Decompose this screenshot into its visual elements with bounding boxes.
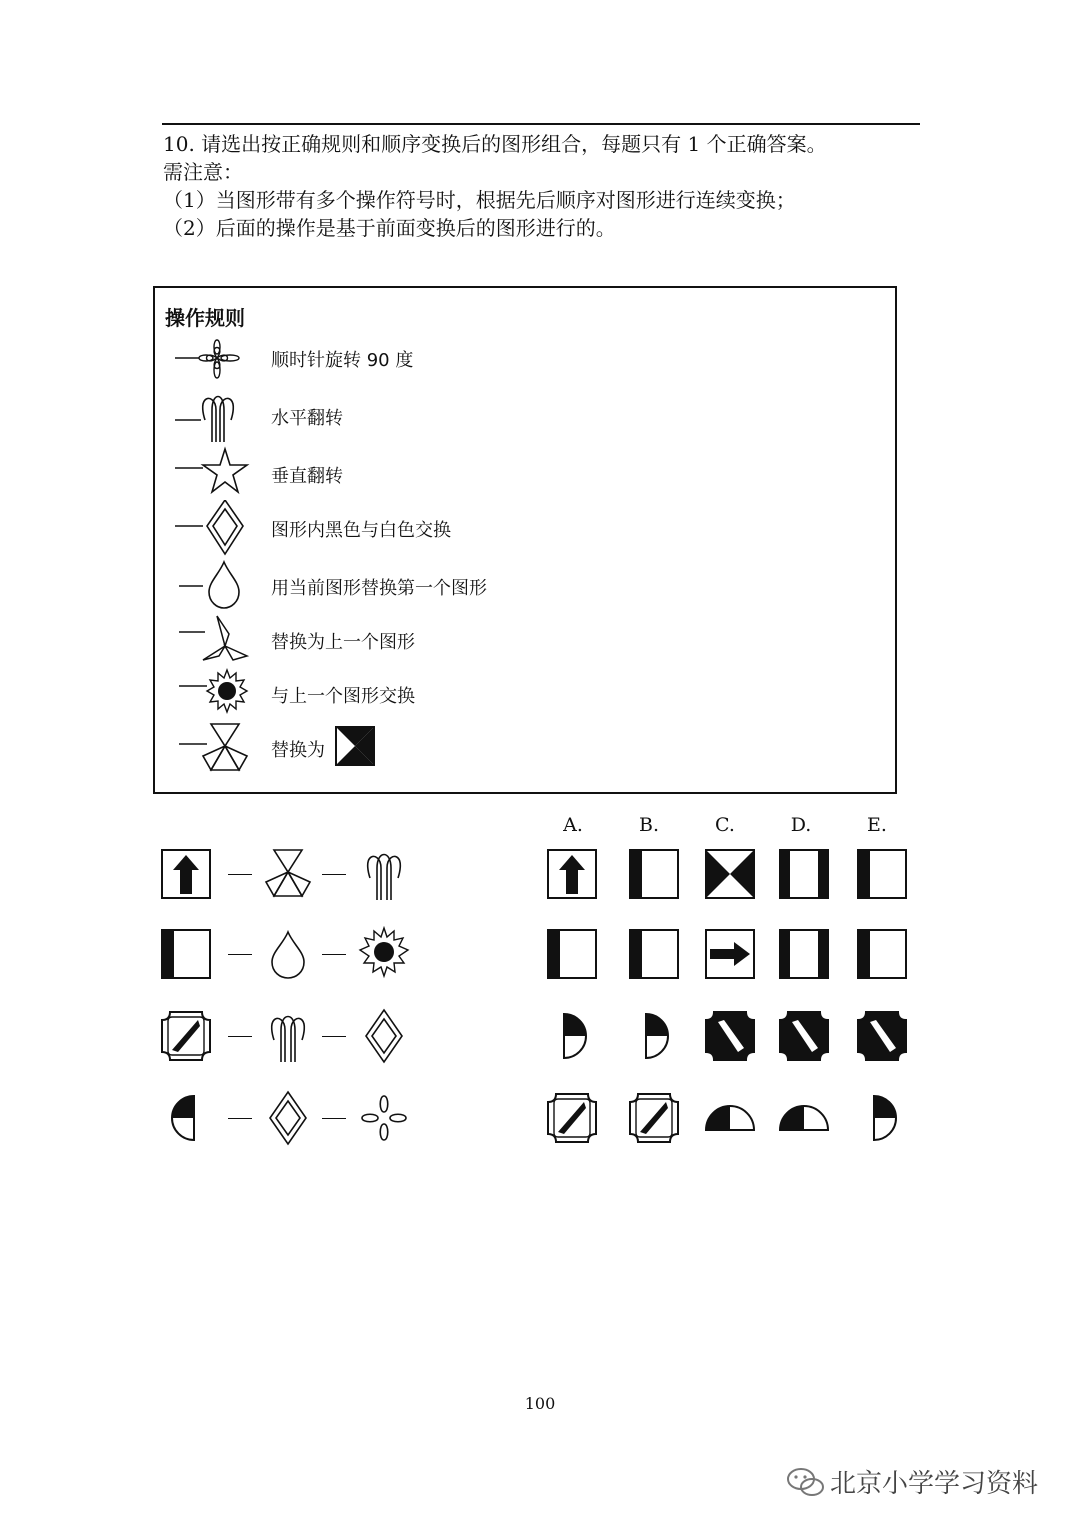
cross-plus-icon — [354, 1090, 414, 1146]
operator-connector — [228, 874, 252, 875]
octagon-white-icon — [156, 1008, 216, 1064]
option-letter-a: A. — [563, 814, 583, 836]
operator-connector — [228, 954, 252, 955]
question-line-3: （1）当图形带有多个操作符号时，根据先后顺序对图形进行连续变换； — [163, 188, 796, 212]
arrow-up-box-icon[interactable] — [542, 846, 602, 902]
half-disc-left-icon — [156, 1090, 216, 1146]
octagon-black-icon[interactable] — [774, 1008, 834, 1064]
option-letter-c: C. — [715, 814, 735, 836]
option-letter-d: D. — [790, 814, 812, 836]
wechat-icon — [786, 1465, 826, 1501]
sun-icon — [173, 666, 263, 722]
cross-plus-icon — [173, 330, 263, 386]
droplet-icon — [173, 558, 263, 614]
half-disc-top-icon[interactable] — [774, 1090, 834, 1146]
bars-both-box-icon[interactable] — [774, 926, 834, 982]
rules-box — [153, 286, 897, 794]
sun-icon — [354, 926, 414, 982]
droplet-icon — [258, 926, 318, 982]
rule-item-rotate — [155, 330, 855, 386]
bar-left-box-icon — [156, 926, 216, 982]
bars-both-box-icon[interactable] — [774, 846, 834, 902]
question-line-4: （2）后面的操作是基于前面变换后的图形进行的。 — [163, 216, 616, 240]
rule-item-swap-prev — [155, 666, 855, 722]
rule-label: 与上一个图形交换 — [271, 686, 415, 707]
pinwheel-icon — [173, 612, 263, 668]
fountain-icon — [354, 846, 414, 902]
option-letter-e: E. — [867, 814, 887, 836]
rule-item-replace-with — [155, 720, 855, 776]
arrow-up-box-icon — [156, 846, 216, 902]
arrow-right-box-icon[interactable] — [700, 926, 760, 982]
operator-connector — [322, 874, 346, 875]
operator-connector — [322, 1036, 346, 1037]
bar-left-box-icon[interactable] — [852, 846, 912, 902]
half-disc-right-icon[interactable] — [624, 1008, 684, 1064]
triple-triangle-icon — [173, 720, 263, 776]
diamond-icon — [258, 1090, 318, 1146]
rule-item-replace-prev — [155, 612, 855, 668]
diamond-icon — [173, 500, 263, 556]
rule-label: 水平翻转 — [271, 408, 343, 429]
rule-label: 用当前图形替换第一个图形 — [271, 578, 487, 599]
bar-left-box-icon[interactable] — [542, 926, 602, 982]
octagon-black-icon[interactable] — [700, 1008, 760, 1064]
bar-left-box-icon[interactable] — [624, 926, 684, 982]
operator-connector — [322, 1118, 346, 1119]
half-disc-top-icon[interactable] — [700, 1090, 760, 1146]
triple-triangle-icon — [258, 846, 318, 902]
top-rule-line — [162, 123, 920, 125]
rule-item-replace-first — [155, 558, 855, 614]
page-number: 100 — [524, 1394, 556, 1413]
question-line-1: 10. 请选出按正确规则和顺序变换后的图形组合，每题只有 1 个正确答案。 — [163, 132, 827, 156]
rule-item-vflip — [155, 446, 855, 502]
diamond-icon — [354, 1008, 414, 1064]
half-disc-right-icon[interactable] — [542, 1008, 602, 1064]
operator-connector — [322, 954, 346, 955]
rule-item-invert — [155, 500, 855, 556]
octagon-black-icon[interactable] — [852, 1008, 912, 1064]
octagon-white-icon[interactable] — [624, 1090, 684, 1146]
fountain-icon — [258, 1008, 318, 1064]
rule-label: 替换为上一个图形 — [271, 632, 415, 653]
rule-item-hflip — [155, 388, 855, 444]
rule-label: 图形内黑色与白色交换 — [271, 520, 451, 541]
bar-left-box-icon[interactable] — [852, 926, 912, 982]
hourglass-box-icon[interactable] — [700, 846, 760, 902]
operator-connector — [228, 1036, 252, 1037]
hourglass-box-icon — [335, 726, 375, 766]
bar-left-box-icon[interactable] — [624, 846, 684, 902]
option-letter-b: B. — [638, 814, 659, 836]
watermark — [786, 1461, 1056, 1501]
rule-label: 垂直翻转 — [271, 466, 343, 487]
rule-label: 顺时针旋转 90 度 — [271, 350, 414, 371]
watermark-text: 北京小学学习资料 — [830, 1469, 1039, 1499]
question-line-2: 需注意： — [163, 160, 243, 184]
rule-label: 替换为 — [271, 740, 325, 761]
octagon-white-icon[interactable] — [542, 1090, 602, 1146]
rules-title: 操作规则 — [165, 306, 245, 330]
half-disc-right-icon[interactable] — [852, 1090, 912, 1146]
star-icon — [173, 446, 263, 502]
operator-connector — [228, 1118, 252, 1119]
fountain-icon — [173, 388, 263, 444]
